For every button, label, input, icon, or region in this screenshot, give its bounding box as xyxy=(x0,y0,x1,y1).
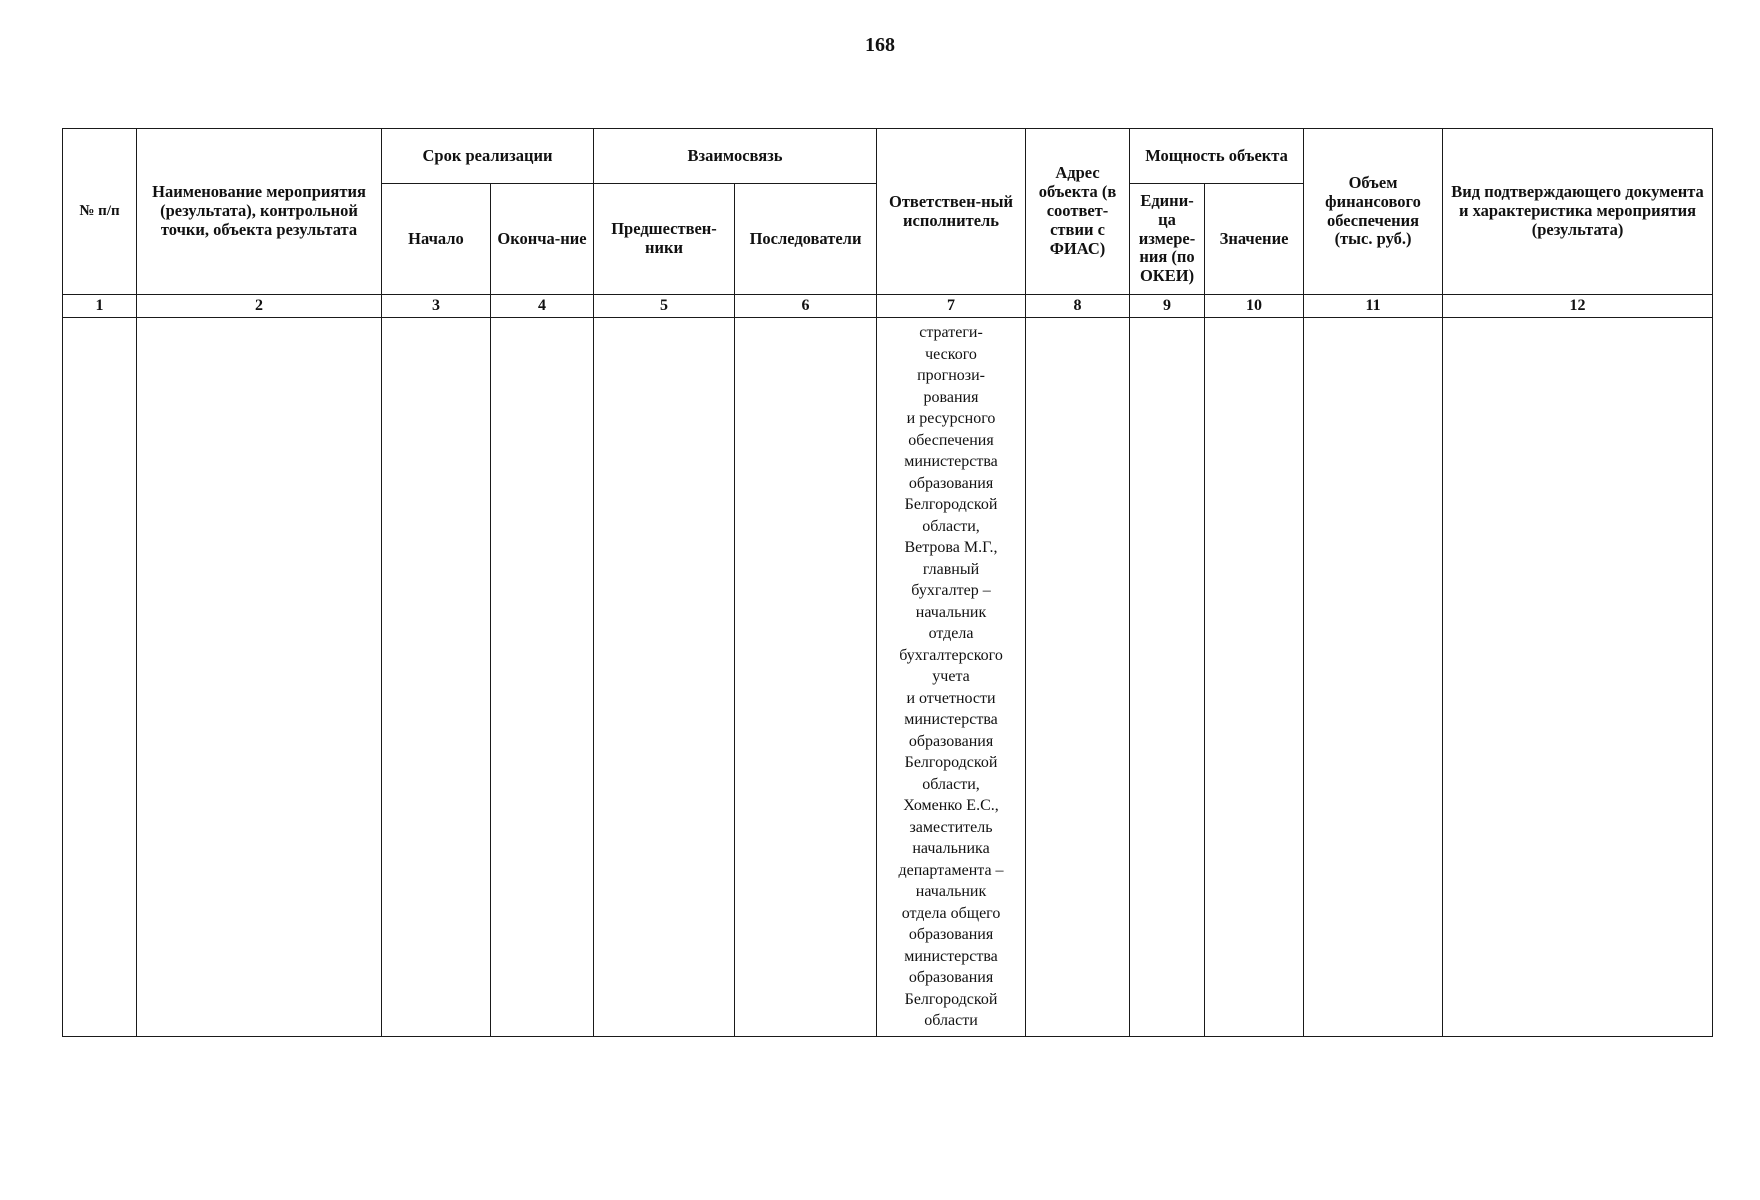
executor-line: и ресурсного xyxy=(906,410,996,427)
header-unit: Едини-ца измере-ния (по ОКЕИ) xyxy=(1130,184,1205,295)
column-number: 7 xyxy=(877,295,1026,318)
executor-line: главный xyxy=(922,560,980,578)
cell-start xyxy=(382,318,491,1037)
column-number: 6 xyxy=(735,295,877,318)
executor-line: бухгалтер – xyxy=(911,582,991,599)
executor-line: Белгородской xyxy=(904,754,998,771)
column-number: 4 xyxy=(491,295,594,318)
executor-line: образования xyxy=(908,732,994,750)
executor-line: области, xyxy=(922,517,980,535)
table-row xyxy=(63,318,1713,1037)
executor-line: Белгородской xyxy=(904,496,998,513)
header-successors: Последователи xyxy=(735,184,877,295)
header-value: Значение xyxy=(1205,184,1304,295)
executor-line: департамента – xyxy=(898,861,1004,879)
header-name: Наименование мероприятия (результата), контрольной точки, объекта результата xyxy=(137,129,382,295)
executor-line: министерства xyxy=(904,711,998,728)
header-capacity-group: Мощность объекта xyxy=(1130,129,1304,184)
header-link-group: Взаимосвязь xyxy=(594,129,877,184)
executor-line: заместитель xyxy=(909,818,993,836)
executor-line: рования xyxy=(923,388,979,406)
header-end: Оконча-ние xyxy=(491,184,594,295)
executor-line: области xyxy=(924,1012,978,1029)
column-number: 2 xyxy=(137,295,382,318)
page-number: 168 xyxy=(865,34,895,56)
column-number: 11 xyxy=(1304,295,1443,318)
executor-line: отдела общего xyxy=(901,904,1001,922)
header-predecessors: Предшествен-ники xyxy=(594,184,735,295)
executor-line: министерства xyxy=(904,453,998,470)
column-number: 9 xyxy=(1130,295,1205,318)
cell-name xyxy=(137,318,382,1037)
cell-value xyxy=(1205,318,1304,1037)
executor-line: области, xyxy=(922,775,980,793)
executor-line: отдела xyxy=(928,625,974,642)
executor-line: бухгалтерского xyxy=(899,646,1003,664)
cell-document xyxy=(1443,318,1713,1037)
column-number: 3 xyxy=(382,295,491,318)
header-number: № п/п xyxy=(63,129,137,295)
executor-line: Белгородской xyxy=(904,990,998,1008)
executor-line: образования xyxy=(908,969,994,986)
cell-financing xyxy=(1304,318,1443,1037)
cell-address xyxy=(1026,318,1130,1037)
executor-line: и отчетности xyxy=(906,689,996,707)
activities-table xyxy=(62,128,1713,1037)
cell-predecessors xyxy=(594,318,735,1037)
executor-line: стратеги- xyxy=(919,324,983,341)
header-term-group: Срок реализации xyxy=(382,129,594,184)
executor-line: Хоменко Е.С., xyxy=(903,797,999,814)
cell-successors xyxy=(735,318,877,1037)
executor-line: учета xyxy=(932,668,970,685)
executor-line: начальника xyxy=(912,840,990,857)
column-number: 10 xyxy=(1205,295,1304,318)
executor-line: начальник xyxy=(915,603,987,621)
header-document: Вид подтверждающего документа и характеристика мероприятия (результата) xyxy=(1443,129,1713,295)
column-number: 12 xyxy=(1443,295,1713,318)
executor-line: обеспечения xyxy=(908,431,994,449)
column-number: 5 xyxy=(594,295,735,318)
executor-line: начальник xyxy=(915,883,987,900)
executor-line: образования xyxy=(908,474,994,492)
column-number-row xyxy=(63,295,1713,318)
header-financing: Объем финансового обеспечения (тыс. руб.) xyxy=(1304,129,1443,295)
header-start: Начало xyxy=(382,184,491,295)
executor-line: Ветрова М.Г., xyxy=(904,539,998,556)
executor-line: ческого xyxy=(925,345,977,363)
executor-line: министерства xyxy=(904,947,998,965)
header-executor: Ответствен-ный исполнитель xyxy=(877,129,1026,295)
column-number: 8 xyxy=(1026,295,1130,318)
cell-unit xyxy=(1130,318,1205,1037)
cell-number xyxy=(63,318,137,1037)
cell-executor xyxy=(877,318,1026,1037)
executor-line: образования xyxy=(908,926,994,943)
header-address: Адрес объекта (в соответ-ствии с ФИАС) xyxy=(1026,129,1130,295)
cell-end xyxy=(491,318,594,1037)
header-row-top xyxy=(63,129,1713,184)
column-number: 1 xyxy=(63,295,137,318)
executor-line: прогнози- xyxy=(917,367,985,384)
